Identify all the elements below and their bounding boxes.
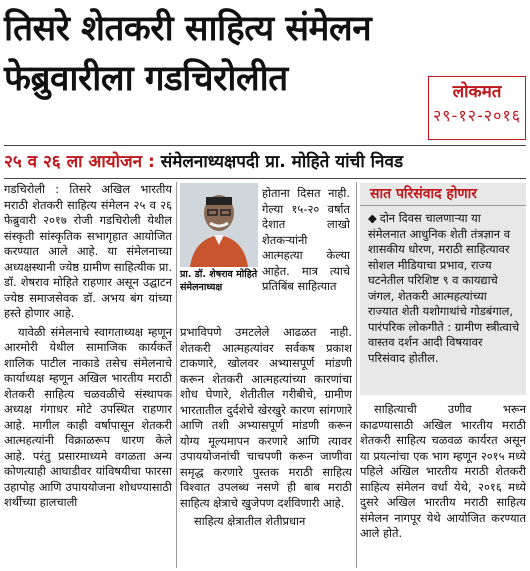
paragraph: प्रभाविपणे उमटलेले आढळत नाही. शेतकरी आत्महत्यांवर सर्वकष प्रकाश टाकणारे, खोलवर अभ्यासपूर्ण मांडणी करून शेतकरी आत्महत्यांच्या कारणांचा शोध घेणारे, शेतीतील गरीबीचे, ग्रामीण भारतातील दुर्दशेचे खेरखुरे कारण सांगणारे आणि तशी अभ्यासपूर्ण मांडणी करून योग्य मूल्यमापन करणारे आणि त्यावर उपाययोजनांची चाचपणी करून जाणीवा समृद्ध करणारे पुस्तक मराठी साहित्य विश्वात उपलब्ध नसणे ही बाब मराठी साहित्य क्षेत्राचे खुजेपण दर्शविणारी आहे. — [180, 325, 352, 510]
sidebar-box-body — [360, 206, 526, 366]
divider-top — [4, 145, 526, 146]
newspaper-name: लोकमत — [452, 82, 502, 102]
column-divider — [356, 182, 357, 568]
headline-line-2: फेब्रुवारीला गडचिरोलीत — [4, 59, 288, 99]
newspaper-stamp — [428, 76, 526, 140]
subheadline-black: संमेलनाध्यक्षपदी प्रा. मोहिते यांची निवड — [154, 152, 404, 172]
article-column-1 — [4, 182, 172, 568]
subheadline-red: २५ व २६ ला आयोजन : — [4, 152, 155, 172]
article-column-3 — [360, 402, 526, 568]
publication-date: २९-१२-२०१६ — [432, 106, 522, 125]
subheadline — [4, 148, 526, 176]
sidebar-box-text: दोन दिवस चालणाऱ्या या संमेलनात आधुनिक शेती तंत्रज्ञान व शासकीय धोरण, मराठी साहित्यावर सोशल मीडियाचा प्रभाव, राज्य घटनेतील परिशिष्ट ९ व कायद्याचे जंगल, शेतकरी आत्महत्यांच्या राज्यात शेती यशोगाथांचे गोडबंगाल, पारंपरिक लोकगीते : ग्रामीण स्त्रीत्वाचे वास्तव दर्शन आदी विषयावर परिसंवाद होतील. — [368, 211, 520, 365]
article-column-2-top: होताना दिसत नाही. गेल्या १५-२० वर्षात देशात लाखो शेतकऱ्यांनी आत्महत्या केल्या आहेत. मात्र त्याचे प्रतिबिंब साहित्यात — [262, 186, 350, 293]
sidebar-box — [360, 183, 526, 395]
sidebar-box-title: सात परिसंवाद होणार — [360, 183, 526, 206]
article-column-2 — [180, 325, 352, 569]
headline-line-1: तिसरे शेतकरी साहित्य संमेलन — [4, 9, 372, 49]
portrait-photo — [180, 183, 258, 267]
portrait-photo-icon — [180, 183, 258, 267]
column-divider — [176, 182, 177, 568]
paragraph: गडचिरोली : तिसरे अखिल भारतीय मराठी शेतकरी साहित्य संमेलन २५ व २६ फेब्रुवारी २०१७ रोजी गडचिरोली येथील संस्कृती सांस्कृतिक सभागृहात आयोजित करण्यात आले आहे. या संमेलनाच्या अध्यक्षस्थानी ज्येष्ठ ग्रामीण साहित्यीक प्रा. डॉ. शेषराव मोहिते राहणार असून उद्घाटन ज्येष्ठ समाजसेवक डॉ. अभय बंग यांच्या हस्ते होणार आहे. — [4, 182, 172, 320]
photo-caption: प्रा. डॉ. शेषराव मोहिते संमेलनाध्यक्ष — [180, 269, 258, 293]
paragraph: साहित्य क्षेत्रातील शेतीप्रधान — [194, 514, 306, 528]
bullet-icon: ◆ — [368, 211, 377, 225]
paragraph: साहित्याची उणीव भरून काढण्यासाठी अखिल भारतीय मराठी शेतकरी साहित्य चळवळ कार्यरत असून या प्रयत्नांचा एक भाग म्हणून २०१५ मध्ये पहिले अखिल भारतीय मराठी शेतकरी साहित्य संमेलन वर्धा येथे, २०१६ मध्ये दुसरे अखिल भारतीय मराठी साहित्य संमेलन नागपूर येथे आयोजित करण्यात आले होते. — [360, 402, 526, 540]
divider-bottom — [4, 178, 526, 179]
paragraph: यावेळी संमेलनाचे स्वागताध्यक्ष म्हणून आरमोरी येथील सामाजिक कार्यकर्ते शालिक पाटील नाकाडे तसेच संमेलनाचे कार्याध्यक्ष म्हणून अखिल भारतीय मराठी शेतकरी साहित्य चळवळीचे संस्थापक अध्यक्ष गंगाधर मोटे उपस्थित राहणार आहे. मागील काही वर्षापासून शेतकरी आत्महत्यांनी विक्राळरूप धारण केले आहे. परंतु प्रसारमाध्यमे वगळता अन्य कोणत्याही आघाडीवर यांविषयीचा फारसा उहापोह आणि उपाययोजना शोधण्यासाठी शर्थीच्या हालचाली — [4, 324, 172, 509]
